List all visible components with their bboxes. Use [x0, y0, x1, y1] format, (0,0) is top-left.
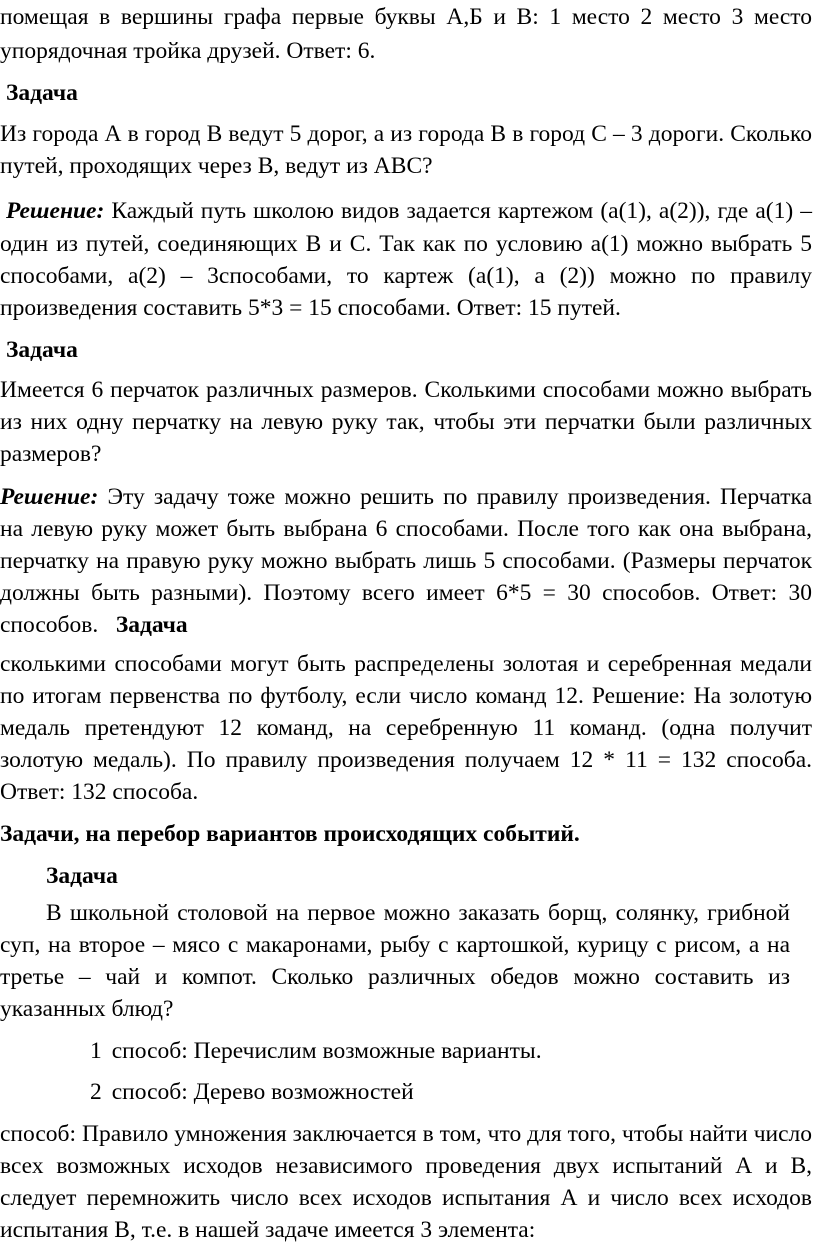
paragraph-line: всех возможных исходов независимого проведения двух испытаний А и В,	[0, 1153, 812, 1179]
list-item	[90, 1078, 414, 1106]
paragraph-line: путей, проходящих через В, ведут из АВС?	[0, 153, 433, 179]
solution-text: Каждый путь школою видов задается картежом (а(1), а(2)), где а(1) –	[104, 198, 812, 224]
list-number: 2	[90, 1079, 102, 1105]
paragraph-line: на левую руку может быть выбрана 6 способами. После того как она выбрана,	[0, 516, 812, 542]
paragraph-line	[0, 611, 188, 639]
task-heading: Задача	[6, 337, 78, 363]
paragraph-line: из них одну перчатку на левую руку так, чтобы эти перчатки были различных	[0, 409, 812, 435]
paragraph-line: испытания В, т.е. в нашей задаче имеется 3 элемента:	[0, 1217, 536, 1243]
paragraph-line: упорядочная тройка друзей. Ответ: 6.	[0, 38, 376, 64]
paragraph-line: сколькими способами могут быть распределены золотая и серебренная медали	[0, 651, 812, 677]
section-title: Задачи, на перебор вариантов происходящих событий.	[0, 821, 580, 847]
paragraph-line: Ответ: 132 способа.	[0, 779, 199, 805]
paragraph-line: В школьной столовой на первое можно заказать борщ, солянку, грибной	[46, 900, 790, 926]
paragraph-line: способ: Правило умножения заключается в том, что для того, чтобы найти число	[0, 1121, 812, 1147]
task-heading: Задача	[6, 80, 78, 106]
solution-text: Эту задачу тоже можно решить по правилу произведения. Перчатка	[98, 484, 812, 510]
paragraph-line: третье – чай и компот. Сколько различных обедов можно составить из	[0, 964, 790, 990]
paragraph-line: перчатку на правую руку можно выбрать лишь 5 способами. (Размеры перчаток	[0, 548, 812, 574]
solution-label: Решение:	[0, 484, 99, 510]
paragraph-line: помещая в вершины графа первые буквы А,Б и В: 1 место 2 место 3 место	[0, 4, 812, 30]
solution-line	[0, 483, 812, 511]
list-number: 1	[90, 1038, 102, 1064]
paragraph-line: способами, а(2) – 3способами, то картеж (а(1), а (2)) можно по правилу	[0, 263, 812, 289]
task-heading: Задача	[46, 863, 118, 889]
paragraph-line: золотую медаль). По правилу произведения получаем 12 * 11 = 132 способа.	[0, 747, 812, 773]
solution-line	[6, 197, 812, 225]
paragraph-line: должны быть разными). Поэтому всего имеет 6*5 = 30 способов. Ответ: 30	[0, 580, 812, 606]
paragraph-line: произведения составить 5*3 = 15 способами. Ответ: 15 путей.	[0, 295, 621, 321]
paragraph-line: по итогам первенства по футболу, если число команд 12. Решение: На золотую	[0, 683, 812, 709]
task-heading: Задача	[115, 612, 188, 638]
paragraph-line: следует перемножить число всех исходов испытания А и число всех исходов	[0, 1185, 812, 1211]
paragraph-line: Из города А в город В ведут 5 дорог, а из города В в город С – 3 дороги. Сколько	[0, 121, 812, 147]
paragraph-line: размеров?	[0, 441, 102, 467]
solution-label: Решение:	[6, 198, 105, 224]
paragraph-text: способов.	[0, 612, 99, 638]
paragraph-line: указанных блюд?	[0, 996, 174, 1022]
list-text: способ: Дерево возможностей	[111, 1079, 414, 1105]
paragraph-line: суп, на второе – мясо с макаронами, рыбу с картошкой, курицу с рисом, а на	[0, 932, 790, 958]
paragraph-line: один из путей, соединяющих В и С. Так как по условию а(1) можно выбрать 5	[0, 231, 812, 257]
list-item	[90, 1037, 542, 1065]
paragraph-line: Имеется 6 перчаток различных размеров. Сколькими способами можно выбрать	[0, 377, 812, 403]
list-text: способ: Перечислим возможные варианты.	[111, 1038, 542, 1064]
paragraph-line: медаль претендуют 12 команд, на серебренную 11 команд. (одна получит	[0, 715, 812, 741]
